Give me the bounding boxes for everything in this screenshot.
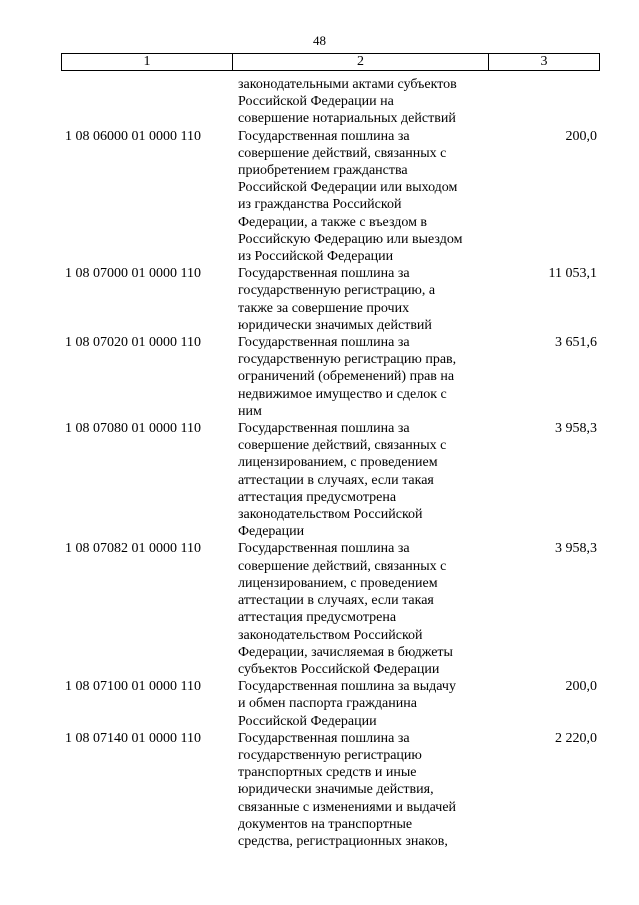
table-row	[0, 420, 639, 540]
table-row	[0, 76, 639, 128]
description-line: Российской Федерации или выходом	[238, 180, 458, 196]
description-line: транспортных средств и иные	[238, 765, 417, 781]
description-line: средства, регистрационных знаков,	[238, 833, 448, 849]
table-row	[0, 540, 639, 678]
description-line: совершение действий, связанных с	[238, 438, 447, 454]
description-line: аттестация предусмотрена	[238, 610, 397, 626]
row-amount: 200,0	[565, 679, 597, 695]
table-column-header	[61, 53, 600, 71]
description-line: юридически значимые действия,	[238, 782, 434, 798]
description-line: Российской Федерации на	[238, 94, 394, 110]
row-description	[238, 76, 488, 128]
description-line: законодательством Российской	[238, 507, 423, 523]
description-line: Федерации, зачисляемая в бюджеты	[238, 644, 453, 660]
description-line: совершение действий, связанных с	[238, 558, 447, 574]
description-line: государственную регистрацию прав,	[238, 352, 457, 368]
description-line: и обмен паспорта гражданина	[238, 696, 417, 712]
description-line: Государственная пошлина за	[238, 335, 410, 351]
budget-code: 1 08 07000 01 0000 110	[65, 266, 201, 282]
description-line: лицензированием, с проведением	[238, 455, 438, 471]
description-line: юридически значимых действий	[238, 317, 432, 333]
table-row	[0, 128, 639, 266]
row-amount: 200,0	[565, 128, 597, 144]
row-description	[238, 420, 488, 540]
table-row	[0, 678, 639, 730]
table-body	[0, 76, 639, 850]
description-line: совершение действий, связанных с	[238, 145, 447, 161]
description-line: Государственная пошлина за	[238, 730, 410, 746]
description-line: аттестации в случаях, если такая	[238, 593, 434, 609]
budget-code: 1 08 07100 01 0000 110	[65, 679, 201, 695]
description-line: ним	[238, 403, 262, 419]
description-line: Федерации, а также с въездом в	[238, 214, 428, 230]
table-row	[0, 265, 639, 334]
column-header-2: 2	[233, 54, 489, 70]
table-row	[0, 334, 639, 420]
row-description	[238, 730, 488, 850]
budget-code: 1 08 07082 01 0000 110	[65, 541, 201, 557]
description-line: ограничений (обременений) прав на	[238, 369, 455, 385]
row-description	[238, 128, 488, 266]
description-line: из Российской Федерации	[238, 249, 394, 265]
table-row	[0, 730, 639, 850]
row-description	[238, 334, 488, 420]
column-header-1: 1	[62, 54, 233, 70]
description-line: приобретением гражданства	[238, 163, 408, 179]
description-line: связанные с изменениями и выдачей	[238, 799, 457, 815]
description-line: Российскую Федерацию или выездом	[238, 231, 463, 247]
description-line: документов на транспортные	[238, 816, 413, 832]
row-description	[238, 265, 488, 334]
row-amount: 3 958,3	[555, 541, 597, 557]
row-amount: 3 958,3	[555, 421, 597, 437]
row-description	[238, 540, 488, 678]
row-amount: 11 053,1	[548, 266, 597, 282]
row-amount: 2 220,0	[555, 730, 597, 746]
description-line: аттестации в случаях, если такая	[238, 472, 434, 488]
description-line: государственную регистрацию	[238, 747, 422, 763]
description-line: недвижимое имущество и сделок с	[238, 386, 447, 402]
column-header-3: 3	[540, 54, 548, 69]
description-line: государственную регистрацию, а	[238, 283, 436, 299]
description-line: лицензированием, с проведением	[238, 575, 438, 591]
description-line: аттестация предусмотрена	[238, 489, 397, 505]
description-line: также за совершение прочих	[238, 300, 410, 316]
row-amount: 3 651,6	[555, 335, 597, 351]
budget-code: 1 08 07140 01 0000 110	[65, 730, 201, 746]
description-line: Российской Федерации	[238, 713, 377, 729]
description-line: Государственная пошлина за	[238, 421, 410, 437]
page-number: 48	[313, 33, 326, 48]
budget-code: 1 08 06000 01 0000 110	[65, 128, 201, 144]
budget-code: 1 08 07080 01 0000 110	[65, 421, 201, 437]
description-line: законодательными актами субъектов	[238, 77, 457, 92]
description-line: Государственная пошлина за	[238, 128, 410, 144]
description-line: из гражданства Российской	[238, 197, 402, 213]
description-line: законодательством Российской	[238, 627, 423, 643]
description-line: Федерации	[238, 524, 305, 540]
description-line: Государственная пошлина за	[238, 541, 410, 557]
description-line: совершение нотариальных действий	[238, 111, 456, 127]
budget-code: 1 08 07020 01 0000 110	[65, 335, 201, 351]
description-line: Государственная пошлина за выдачу	[238, 679, 456, 695]
description-line: субъектов Российской Федерации	[238, 661, 440, 677]
description-line: Государственная пошлина за	[238, 266, 410, 282]
row-description	[238, 678, 488, 730]
